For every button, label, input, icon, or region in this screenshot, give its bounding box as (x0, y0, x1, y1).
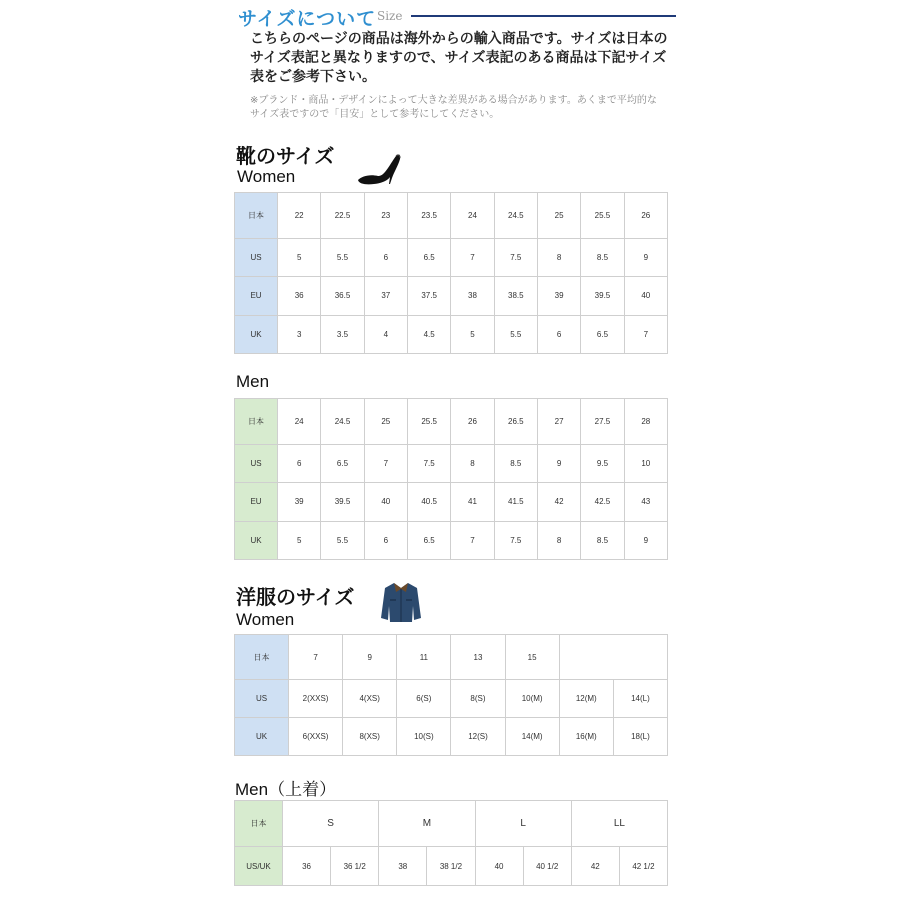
size-cell: 6 (278, 445, 321, 483)
section-header-title: サイズについて (238, 8, 377, 30)
size-cell: 38 (451, 277, 494, 315)
size-cell: 5.5 (494, 315, 537, 353)
row-label-cell: 日本 (235, 635, 289, 680)
size-cell: 24 (278, 399, 321, 445)
size-cell: 25.5 (581, 193, 624, 239)
size-cell: 27.5 (581, 399, 624, 445)
size-cell: 6(XXS) (289, 718, 343, 756)
size-cell: 8(S) (451, 680, 505, 718)
intro-text: こちらのページの商品は海外からの輸入商品です。サイズは日本のサイズ表記と異なりますので、サイズ表記のある商品は下記サイズ表をご参考下さい。 (250, 31, 668, 85)
size-cell: 15 (505, 635, 559, 680)
size-cell: 42.5 (581, 483, 624, 521)
row-label-cell: EU (235, 483, 278, 521)
row-label-cell: 日本 (235, 193, 278, 239)
size-cell: 40 1/2 (523, 847, 571, 886)
size-cell: LL (571, 801, 667, 847)
size-cell: 24.5 (494, 193, 537, 239)
size-cell: 40 (475, 847, 523, 886)
size-cell: 37.5 (407, 277, 450, 315)
size-cell: 7 (451, 521, 494, 559)
size-cell: 4.5 (407, 315, 450, 353)
size-cell: 42 (537, 483, 580, 521)
table-row (235, 277, 668, 315)
size-cell: 41.5 (494, 483, 537, 521)
size-cell: 7 (624, 315, 667, 353)
size-cell: 9 (624, 239, 667, 277)
size-cell: 10(S) (397, 718, 451, 756)
size-cell (559, 635, 667, 680)
size-cell: 41 (451, 483, 494, 521)
jacket-icon (378, 580, 424, 624)
size-cell: 8 (537, 239, 580, 277)
table-row (235, 718, 668, 756)
size-cell: 9 (624, 521, 667, 559)
shoe-women-label: Women (237, 167, 296, 186)
header-rule (411, 15, 676, 17)
size-cell: 16(M) (559, 718, 613, 756)
size-cell: 25.5 (407, 399, 450, 445)
size-cell: 6.5 (321, 445, 364, 483)
size-cell: 25 (364, 399, 407, 445)
table-row (235, 445, 668, 483)
size-cell: 8.5 (494, 445, 537, 483)
size-cell: 42 1/2 (619, 847, 667, 886)
women-clothing-size-table (234, 634, 668, 756)
men-shoe-size-table (234, 398, 668, 560)
size-cell: 10(M) (505, 680, 559, 718)
women-shoe-size-table (234, 192, 668, 354)
size-cell: 18(L) (613, 718, 667, 756)
table-row (235, 193, 668, 239)
size-cell: 43 (624, 483, 667, 521)
size-cell: 40 (624, 277, 667, 315)
size-cell: 2(XXS) (289, 680, 343, 718)
size-cell: 26 (451, 399, 494, 445)
size-cell: 12(S) (451, 718, 505, 756)
size-cell: 5.5 (321, 521, 364, 559)
section-header-subtitle: Size (377, 9, 403, 23)
size-cell: 3 (278, 315, 321, 353)
size-cell: 6 (364, 521, 407, 559)
table-row (235, 521, 668, 559)
size-cell: 6.5 (581, 315, 624, 353)
row-label-cell: US (235, 239, 278, 277)
size-cell: 28 (624, 399, 667, 445)
size-cell: S (283, 801, 379, 847)
size-cell: L (475, 801, 571, 847)
size-cell: 7 (451, 239, 494, 277)
size-cell: 7.5 (494, 239, 537, 277)
clothing-size-title: 洋服のサイズ (236, 585, 355, 609)
size-cell: 36 (278, 277, 321, 315)
size-cell: 39 (278, 483, 321, 521)
size-cell: 5 (451, 315, 494, 353)
size-cell: 8.5 (581, 521, 624, 559)
size-cell: 39.5 (581, 277, 624, 315)
size-cell: 25 (537, 193, 580, 239)
size-cell: 3.5 (321, 315, 364, 353)
size-cell: 6 (364, 239, 407, 277)
table-row (235, 847, 668, 886)
row-label-cell: 日本 (235, 399, 278, 445)
size-cell: 23 (364, 193, 407, 239)
size-cell: 38 1/2 (427, 847, 475, 886)
size-cell: 10 (624, 445, 667, 483)
size-cell: 13 (451, 635, 505, 680)
size-cell: 5 (278, 239, 321, 277)
clothing-women-label: Women (236, 610, 295, 629)
shoe-size-title: 靴のサイズ (236, 144, 335, 168)
size-cell: 6(S) (397, 680, 451, 718)
high-heel-shoe-icon (356, 150, 402, 188)
size-cell: 14(M) (505, 718, 559, 756)
size-cell: 24.5 (321, 399, 364, 445)
size-cell: 6 (537, 315, 580, 353)
size-cell: 7.5 (494, 521, 537, 559)
table-row (235, 635, 668, 680)
size-cell: 24 (451, 193, 494, 239)
table-row (235, 399, 668, 445)
row-label-cell: 日本 (235, 801, 283, 847)
size-cell: 38.5 (494, 277, 537, 315)
size-cell: 8.5 (581, 239, 624, 277)
size-cell: 4(XS) (343, 680, 397, 718)
size-cell: 9 (343, 635, 397, 680)
size-cell: 7 (364, 445, 407, 483)
size-cell: 8(XS) (343, 718, 397, 756)
size-cell: 23.5 (407, 193, 450, 239)
size-cell: 22.5 (321, 193, 364, 239)
size-cell: 9.5 (581, 445, 624, 483)
size-cell: 4 (364, 315, 407, 353)
size-cell: M (379, 801, 475, 847)
size-cell: 40 (364, 483, 407, 521)
row-label-cell: UK (235, 521, 278, 559)
row-label-cell: UK (235, 315, 278, 353)
size-cell: 22 (278, 193, 321, 239)
size-cell: 6.5 (407, 239, 450, 277)
size-cell: 42 (571, 847, 619, 886)
size-cell: 27 (537, 399, 580, 445)
size-cell: 12(M) (559, 680, 613, 718)
size-cell: 9 (537, 445, 580, 483)
size-cell: 36 1/2 (331, 847, 379, 886)
size-cell: 26 (624, 193, 667, 239)
table-row (235, 483, 668, 521)
clothing-men-label: Men（上着） (235, 780, 337, 799)
row-label-cell: US (235, 680, 289, 718)
size-cell: 8 (451, 445, 494, 483)
size-cell: 39 (537, 277, 580, 315)
size-cell: 8 (537, 521, 580, 559)
row-label-cell: UK (235, 718, 289, 756)
size-cell: 26.5 (494, 399, 537, 445)
size-cell: 36.5 (321, 277, 364, 315)
size-cell: 39.5 (321, 483, 364, 521)
table-row (235, 680, 668, 718)
size-cell: 38 (379, 847, 427, 886)
size-cell: 11 (397, 635, 451, 680)
size-cell: 40.5 (407, 483, 450, 521)
table-row (235, 315, 668, 353)
size-cell: 7.5 (407, 445, 450, 483)
size-cell: 37 (364, 277, 407, 315)
table-row (235, 239, 668, 277)
row-label-cell: US (235, 445, 278, 483)
size-cell: 5 (278, 521, 321, 559)
size-cell: 5.5 (321, 239, 364, 277)
row-label-cell: EU (235, 277, 278, 315)
shoe-men-label: Men (236, 372, 270, 391)
row-label-cell: US/UK (235, 847, 283, 886)
size-cell: 36 (283, 847, 331, 886)
size-cell: 6.5 (407, 521, 450, 559)
table-row (235, 801, 668, 847)
men-clothing-size-table (234, 800, 668, 886)
size-cell: 14(L) (613, 680, 667, 718)
disclaimer-note: ※ブランド・商品・デザインによって大きな差異がある場合があります。あくまで平均的なサイズ表ですので「目安」として参考にしてください。 (250, 95, 657, 120)
size-cell: 7 (289, 635, 343, 680)
